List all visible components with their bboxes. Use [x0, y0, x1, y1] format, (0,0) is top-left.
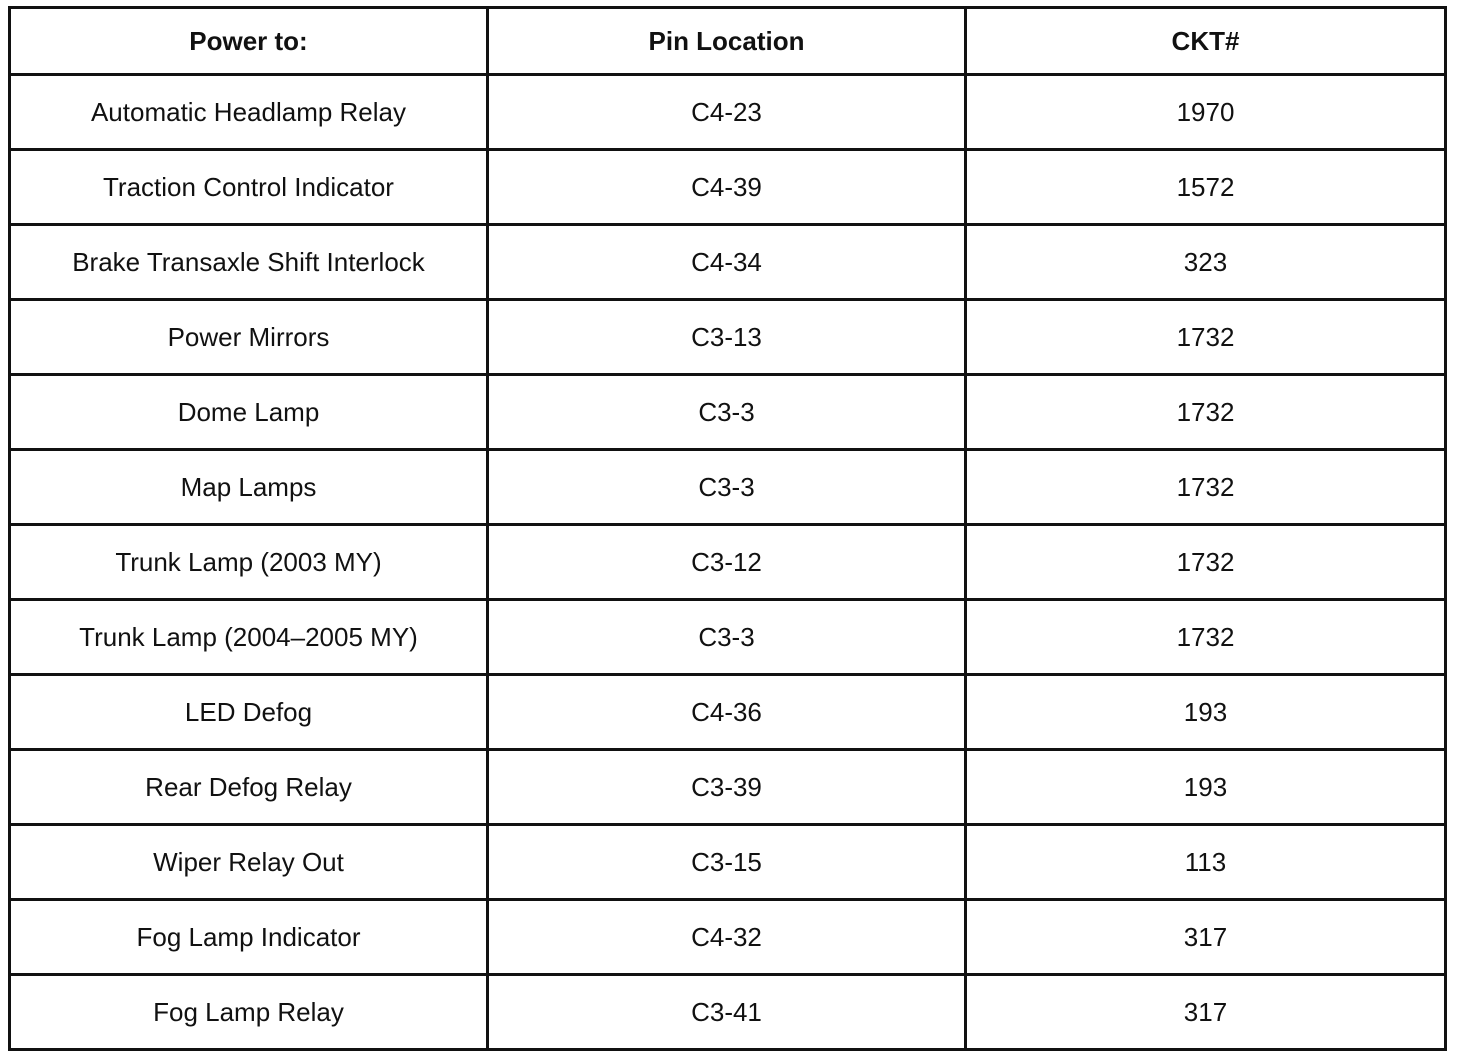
table-body	[10, 75, 1446, 1050]
cell-power-to: Traction Control Indicator	[10, 150, 488, 225]
table-row	[10, 450, 1446, 525]
cell-pin-location: C3-41	[488, 975, 966, 1050]
table-row	[10, 150, 1446, 225]
table-row	[10, 825, 1446, 900]
cell-power-to: Trunk Lamp (2004–2005 MY)	[10, 600, 488, 675]
cell-pin-location: C3-39	[488, 750, 966, 825]
cell-power-to: Trunk Lamp (2003 MY)	[10, 525, 488, 600]
table-row	[10, 525, 1446, 600]
cell-ckt-number: 1732	[966, 525, 1446, 600]
header-row	[10, 8, 1446, 75]
cell-power-to: Map Lamps	[10, 450, 488, 525]
table-row	[10, 750, 1446, 825]
cell-ckt-number: 193	[966, 750, 1446, 825]
table-row	[10, 300, 1446, 375]
cell-ckt-number: 1732	[966, 600, 1446, 675]
cell-power-to: Dome Lamp	[10, 375, 488, 450]
table-row	[10, 675, 1446, 750]
cell-power-to: Fog Lamp Indicator	[10, 900, 488, 975]
cell-ckt-number: 323	[966, 225, 1446, 300]
cell-ckt-number: 1732	[966, 375, 1446, 450]
cell-pin-location: C4-23	[488, 75, 966, 150]
cell-power-to: LED Defog	[10, 675, 488, 750]
cell-power-to: Wiper Relay Out	[10, 825, 488, 900]
cell-power-to: Automatic Headlamp Relay	[10, 75, 488, 150]
table-row	[10, 375, 1446, 450]
cell-power-to: Brake Transaxle Shift Interlock	[10, 225, 488, 300]
cell-ckt-number: 1732	[966, 450, 1446, 525]
cell-pin-location: C3-3	[488, 450, 966, 525]
cell-pin-location: C3-3	[488, 375, 966, 450]
header-ckt-number: CKT#	[966, 8, 1446, 75]
cell-pin-location: C3-3	[488, 600, 966, 675]
cell-ckt-number: 113	[966, 825, 1446, 900]
cell-ckt-number: 1572	[966, 150, 1446, 225]
cell-power-to: Rear Defog Relay	[10, 750, 488, 825]
table-row	[10, 900, 1446, 975]
table-row	[10, 975, 1446, 1050]
power-distribution-table	[8, 6, 1447, 1051]
table-row	[10, 75, 1446, 150]
table-header	[10, 8, 1446, 75]
cell-pin-location: C3-15	[488, 825, 966, 900]
cell-ckt-number: 1970	[966, 75, 1446, 150]
cell-power-to: Fog Lamp Relay	[10, 975, 488, 1050]
table-row	[10, 600, 1446, 675]
cell-pin-location: C4-34	[488, 225, 966, 300]
cell-ckt-number: 193	[966, 675, 1446, 750]
cell-pin-location: C3-13	[488, 300, 966, 375]
cell-pin-location: C3-12	[488, 525, 966, 600]
header-pin-location: Pin Location	[488, 8, 966, 75]
cell-pin-location: C4-32	[488, 900, 966, 975]
table-row	[10, 225, 1446, 300]
cell-pin-location: C4-36	[488, 675, 966, 750]
cell-ckt-number: 1732	[966, 300, 1446, 375]
cell-ckt-number: 317	[966, 900, 1446, 975]
cell-ckt-number: 317	[966, 975, 1446, 1050]
cell-pin-location: C4-39	[488, 150, 966, 225]
cell-power-to: Power Mirrors	[10, 300, 488, 375]
header-power-to: Power to:	[10, 8, 488, 75]
